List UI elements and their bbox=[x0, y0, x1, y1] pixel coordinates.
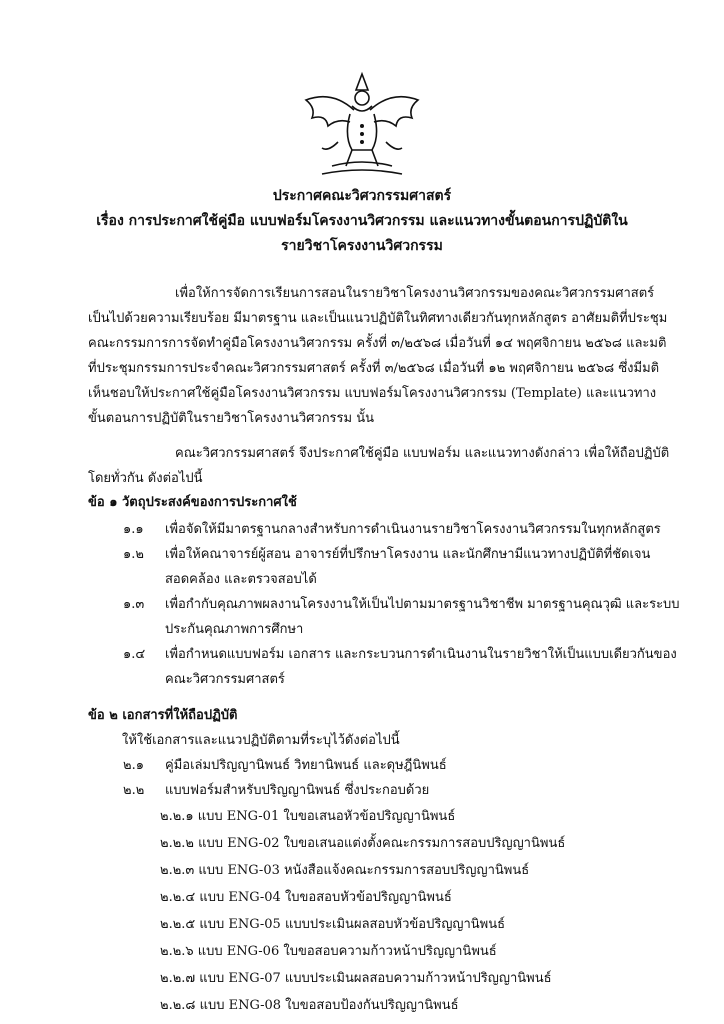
intro-line-3: คณะกรรมการการจัดทำคู่มือโครงงานวิศวกรรม ครั้งที่ ๓/๒๕๖๘ เมื่อวันที่ ๑๔ พฤศจิกายน ๒๕๖๘ และมติ bbox=[88, 336, 667, 351]
form-item: ๒.๒.๑ แบบ ENG-01 ใบขอเสนอหัวข้อปริญญานิพนธ์ bbox=[160, 809, 456, 824]
announcement-title: ประกาศคณะวิศวกรรมศาสตร์ bbox=[272, 188, 452, 204]
section2-item-2-text: แบบฟอร์มสำหรับปริญญานิพนธ์ ซึ่งประกอบด้วย bbox=[165, 783, 430, 798]
garuda-emblem-icon bbox=[292, 70, 432, 182]
announce-line-1: คณะวิศวกรรมศาสตร์ จึงประกาศใช้คู่มือ แบบฟอร์ม และแนวทางดังกล่าว เพื่อให้ถือปฏิบัติ bbox=[175, 446, 670, 461]
section2-item-1-text: คู่มือเล่มปริญญานิพนธ์ วิทยานิพนธ์ และดุษฎีนิพนธ์ bbox=[165, 758, 447, 773]
section2-item-1-num: ๒.๑ bbox=[123, 758, 144, 773]
intro-line-4: ที่ประชุมกรรมการประจำคณะวิศวกรรมศาสตร์ ครั้งที่ ๓/๒๕๖๘ เมื่อวันที่ ๑๒ พฤศจิกายน ๒๕๖๘ ซึ่งมีมติ bbox=[88, 361, 660, 376]
section1-item-4-line-1: เพื่อกำหนดแบบฟอร์ม เอกสาร และกระบวนการดำเนินงานในรายวิชาให้เป็นแบบเดียวกันของ bbox=[165, 647, 677, 662]
announce-line-2: โดยทั่วกัน ดังต่อไปนี้ bbox=[88, 471, 203, 486]
subject-line-2: รายวิชาโครงงานวิศวกรรม bbox=[281, 238, 443, 254]
intro-line-6: ขั้นตอนการปฏิบัติในรายวิชาโครงงานวิศวกรรม นั้น bbox=[88, 411, 374, 426]
section1-item-3-line-1: เพื่อกำกับคุณภาพผลงานโครงงานให้เป็นไปตามมาตรฐานวิชาชีพ มาตรฐานคุณวุฒิ และระบบ bbox=[165, 597, 680, 612]
section1-item-3-line-2: ประกันคุณภาพการศึกษา bbox=[165, 622, 304, 637]
form-item: ๒.๒.๗ แบบ ENG-07 แบบประเมินผลสอบความก้าวหน้าปริญญานิพนธ์ bbox=[160, 971, 552, 986]
subject-line-1: เรื่อง การประกาศใช้คู่มือ แบบฟอร์มโครงงานวิศวกรรม และแนวทางขั้นตอนการปฏิบัติใน bbox=[96, 213, 628, 229]
intro-line-5: เห็นชอบให้ประกาศใช้คู่มือโครงงานวิศวกรรม แบบฟอร์มโครงงานวิศวกรรม (Template) และแนวทาง bbox=[88, 386, 657, 401]
section2-heading: ข้อ ๒ เอกสารที่ให้ถือปฏิบัติ bbox=[88, 708, 238, 723]
section1-item-2-line-1: เพื่อให้คณาจารย์ผู้สอน อาจารย์ที่ปรึกษาโครงงาน และนักศึกษามีแนวทางปฏิบัติที่ชัดเจน bbox=[165, 547, 651, 562]
form-item: ๒.๒.๘ แบบ ENG-08 ใบขอสอบป้องกันปริญญานิพนธ์ bbox=[160, 998, 459, 1013]
section1-item-1-line-1: เพื่อจัดให้มีมาตรฐานกลางสำหรับการดำเนินงานรายวิชาโครงงานวิศวกรรมในทุกหลักสูตร bbox=[165, 522, 661, 537]
form-item: ๒.๒.๕ แบบ ENG-05 แบบประเมินผลสอบหัวข้อปริญญานิพนธ์ bbox=[160, 917, 506, 932]
section1-item-4-line-2: คณะวิศวกรรมศาสตร์ bbox=[165, 672, 285, 687]
form-item: ๒.๒.๒ แบบ ENG-02 ใบขอเสนอแต่งตั้งคณะกรรมการสอบปริญญานิพนธ์ bbox=[160, 836, 566, 851]
intro-line-2: เป็นไปด้วยความเรียบร้อย มีมาตรฐาน และเป็นแนวปฏิบัติในทิศทางเดียวกันทุกหลักสูตร อาศัยมติที่ประชุม bbox=[88, 311, 668, 326]
section1-item-3-num: ๑.๓ bbox=[123, 597, 145, 612]
section1-item-2-num: ๑.๒ bbox=[123, 547, 144, 562]
form-item: ๒.๒.๔ แบบ ENG-04 ใบขอสอบหัวข้อปริญญานิพนธ์ bbox=[160, 890, 452, 905]
form-item: ๒.๒.๖ แบบ ENG-06 ใบขอสอบความก้าวหน้าปริญญานิพนธ์ bbox=[160, 944, 497, 959]
intro-line-1: เพื่อให้การจัดการเรียนการสอนในรายวิชาโครงงานวิศวกรรมของคณะวิศวกรรมศาสตร์ bbox=[175, 286, 655, 301]
section2-item-2-num: ๒.๒ bbox=[123, 783, 145, 798]
section1-item-1-num: ๑.๑ bbox=[123, 522, 144, 537]
form-item: ๒.๒.๓ แบบ ENG-03 หนังสือแจ้งคณะกรรมการสอบปริญญานิพนธ์ bbox=[160, 863, 530, 878]
section1-item-4-num: ๑.๔ bbox=[123, 647, 146, 662]
section2-intro: ให้ใช้เอกสารและแนวปฏิบัติตามที่ระบุไว้ดังต่อไปนี้ bbox=[122, 733, 400, 748]
section1-heading: ข้อ ๑ วัตถุประสงค์ของการประกาศใช้ bbox=[88, 495, 297, 510]
section1-item-2-line-2: สอดคล้อง และตรวจสอบได้ bbox=[165, 572, 317, 587]
